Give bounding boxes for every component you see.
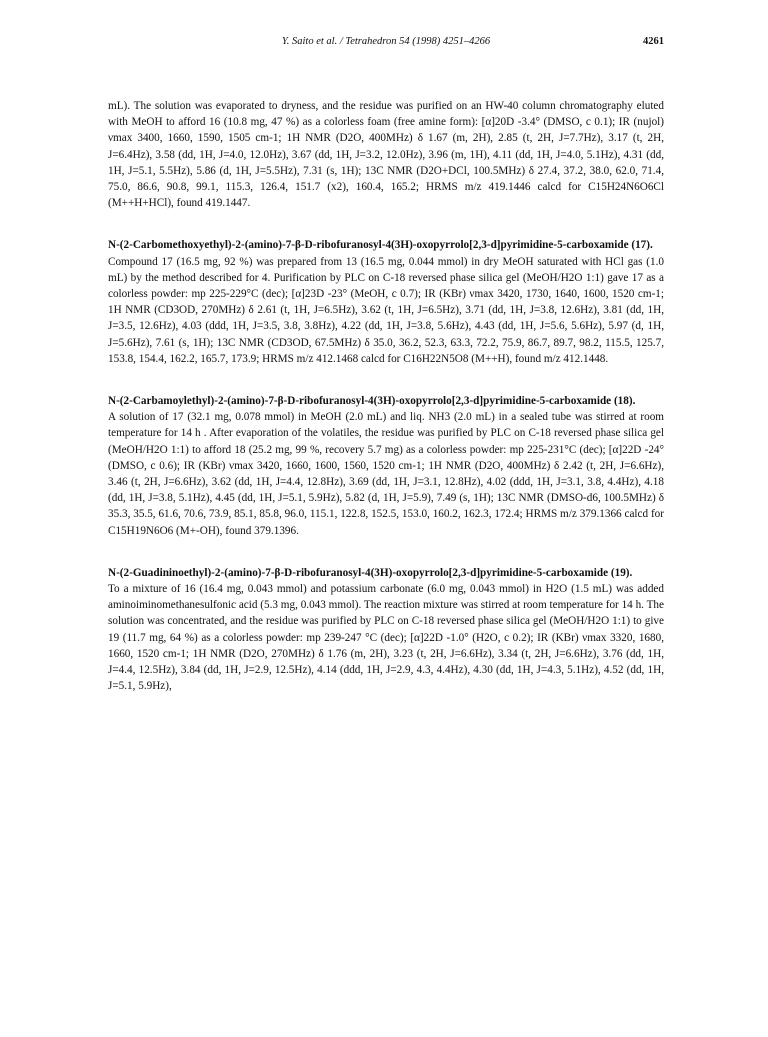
paragraph-compound-17: Compound 17 (16.5 mg, 92 %) was prepared from 13 (16.5 mg, 0.044 mmol) in dry MeOH saturated with HCl gas (1.0 mL) by the method described for 4. Purification by PLC on C-18 reversed phase silica gel (MeOH/H2O 1:1) gave 17 as a colorless powder: mp 225-229°C (dec); [α]23D -23° (MeOH, c 0.7); IR (KBr) νmax 3420, 1730, 1640, 1600, 1520 cm-1; 1H NMR (CD3OD, 270MHz) δ 2.61 (t, 1H, J=6.5Hz), 3.62 (t, 1H, J=6.5Hz), 3.71 (dd, 1H, J=3.8, 12.6Hz), 3.81 (dd, 1H, J=3.5, 12.6Hz), 4.03 (ddd, 1H, J=3.5, 3.8, 3.8Hz), 4.22 (dd, 1H, J=3.8, 5.6Hz), 4.43 (dd, 1H, J=5.6, 5.6Hz), 5.97 (d, 1H, J=5.6Hz), 7.61 (s, 1H); 13C NMR (CD3OD, 67.5MHz) δ 35.0, 36.2, 52.3, 63.3, 72.2, 75.9, 86.7, 89.7, 98.2, 115.5, 125.7, 153.8, 154.4, 162.2, 165.7, 173.9; HRMS m/z 412.1468 calcd for C16H22N5O8 (M++H), found m/z 412.1448. bbox=[108, 255, 664, 365]
paragraph-compound-18: A solution of 17 (32.1 mg, 0.078 mmol) in MeOH (2.0 mL) and liq. NH3 (2.0 mL) in a sealed tube was stirred at room temperature for 14 h . After evaporation of the volatiles, the residue was purified by PLC on C-18 reversed phase silica gel (MeOH/H2O 1:1) to afford 18 (25.2 mg, 99 %, recovery 5.7 mg) as a colorless powder: mp 225-231°C (dec); [α]22D -24° (DMSO, c 0.6); IR (KBr) νmax 3420, 1660, 1600, 1560, 1520 cm-1; 1H NMR (D2O, 400MHz) δ 2.42 (t, 2H, J=6.6Hz), 3.46 (t, 2H, J=6.6Hz), 3.62 (dd, 1H, J=4.4, 12.8Hz), 3.69 (dd, 1H, J=3.1, 12.8Hz), 4.02 (ddd, 1H, J=3.1, 3.8, 4.4Hz), 4.18 (dd, 1H, J=3.8, 5.1Hz), 4.45 (dd, 1H, J=5.1, 5.9Hz), 5.82 (d, 1H, J=5.9), 7.49 (s, 1H); 13C NMR (DMSO-d6, 100.5MHz) δ 35.3, 35.5, 61.6, 70.6, 73.9, 85.1, 85.8, 96.0, 115.1, 122.8, 152.5, 153.0, 160.2, 162.3, 172.4; HRMS m/z 379.1366 calcd for C15H19N6O6 (M+-OH), found 379.1396. bbox=[108, 411, 664, 537]
continuation-paragraph: mL). The solution was evaporated to dryness, and the residue was purified on an HW-40 column chromatography eluted with MeOH to afford 16 (10.8 mg, 47 %) as a colorless foam (free amine form): [α]20D -3.4° (DMSO, c 0.1); IR (nujol) νmax 3400, 1660, 1590, 1505 cm-1; 1H NMR (D2O, 400MHz) δ 1.67 (m, 2H), 2.85 (t, 2H, J=7.7Hz), 3.17 (t, 2H, J=6.4Hz), 3.58 (dd, 1H, J=4.0, 12.0Hz), 3.67 (dd, 1H, J=3.2, 12.0Hz), 3.96 (m, 1H), 4.11 (dd, 1H, J=4.0, 5.1Hz), 4.31 (dd, 1H, J=5.1, 5.5Hz), 5.86 (d, 1H, J=5.5Hz), 7.31 (s, 1H); 13C NMR (D2O+DCl, 100.5MHz) δ 27.4, 37.2, 38.0, 62.0, 71.4, 75.0, 86.6, 90.8, 99.1, 115.3, 126.4, 151.7 (x2), 160.4, 165.2; HRMS m/z 419.1446 calcd for C15H24N6O6Cl (M++H+HCl), found 419.1447. bbox=[108, 100, 664, 210]
page bbox=[108, 36, 664, 695]
section-heading-compound-17: N-(2-Carbomethoxyethyl)-2-(amino)-7-β-D-ribofuranosyl-4(3H)-oxopyrrolo[2,3-d]pyrimidine-5-carboxamide (17). bbox=[108, 239, 653, 252]
section-heading-compound-19: N-(2-Guadininoethyl)-2-(amino)-7-β-D-ribofuranosyl-4(3H)-oxopyrrolo[2,3-d]pyrimidine-5-carboxamide (19). bbox=[108, 566, 633, 579]
section-heading-compound-18: N-(2-Carbamoylethyl)-2-(amino)-7-β-D-ribofuranosyl-4(3H)-oxopyrrolo[2,3-d]pyrimidine-5-carboxamide (18). bbox=[108, 395, 636, 408]
paragraph-compound-19: To a mixture of 16 (16.4 mg, 0.043 mmol) and potassium carbonate (6.0 mg, 0.043 mmol) in H2O (1.5 mL) was added aminoiminomethanesulfonic acid (5.3 mg, 0.043 mmol). The reaction mixture was stirred at room temperature for 14 h. The solution was concentrated, and the residue was purified by PLC on C-18 reversed phase silica gel (MeOH/H2O 1:1) to give 19 (11.7 mg, 64 %) as a colorless powder: mp 239-247 °C (dec); [α]22D -1.0° (H2O, c 0.2); IR (KBr) νmax 3320, 1680, 1660, 1520 cm-1; 1H NMR (D2O, 270MHz) δ 1.76 (m, 2H), 3.23 (t, 2H, J=6.6Hz), 3.34 (t, 2H, J=6.6Hz), 3.76 (dd, 1H, J=4.4, 12.5Hz), 3.84 (dd, 1H, J=2.9, 12.5Hz), 4.14 (ddd, 1H, J=2.9, 4.3, 4.4Hz), 4.30 (dd, 1H, J=4.3, 5.1Hz), 4.52 (dd, 1H, J=5.1, 5.9Hz), bbox=[108, 583, 664, 693]
page-number: 4261 bbox=[643, 36, 664, 47]
journal-citation: Y. Saito et al. / Tetrahedron 54 (1998) 4251–4266 bbox=[281, 36, 491, 47]
running-head bbox=[108, 36, 664, 52]
